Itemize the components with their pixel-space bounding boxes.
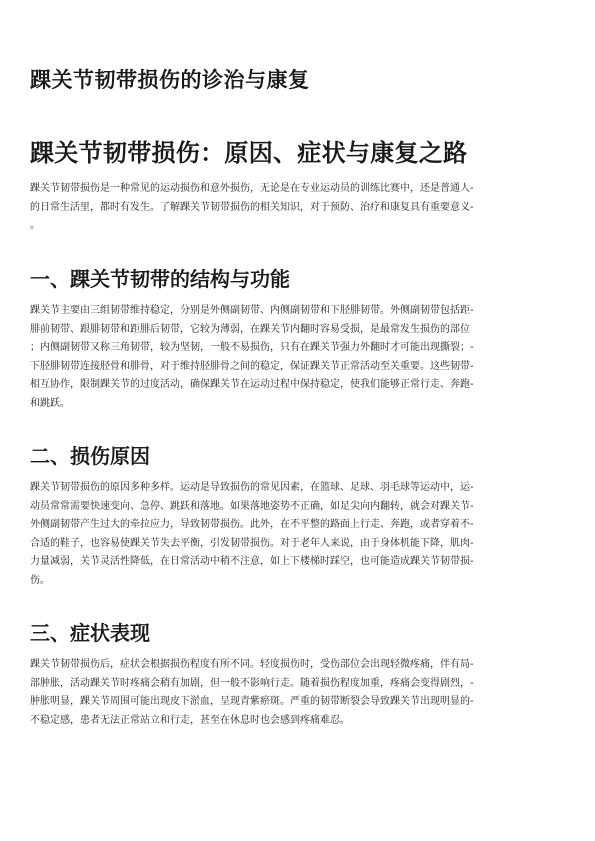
paragraph-line: 部肿胀，活动踝关节时疼痛会稍有加剧，但一般不影响行走。随着损伤程度加重，疼痛会变得剧烈，- (30, 677, 474, 689)
paragraph-line: ；内侧副韧带又称三角韧带，较为坚韧，一般不易损伤，只有在踝关节强力外翻时才可能出现撕裂；- (30, 342, 474, 353)
paragraph-line: 外侧副韧带产生过大的牵拉应力，导致韧带损伤。此外，在不平整的路面上行走、奔跑，或者穿着不- (30, 519, 474, 530)
section-paragraph-structure (30, 302, 565, 413)
paragraph-line: 相互协作，限制踝关节的过度活动，确保踝关节在运动过程中保持稳定，使我们能够正常行走、奔跑- (30, 379, 474, 390)
paragraph-line: 和跳跃。 (30, 397, 70, 409)
paragraph-line: 动员常常需要快速变向、急停、跳跃和落地。如果落地姿势不正确，如足尖向内翻转，就会对踝关节- (30, 500, 474, 512)
document-title: 踝关节韧带损伤的诊治与康复 (30, 68, 310, 92)
paragraph-line: 不稳定感，患者无法正常站立和行走，甚至在休息时也会感到疼痛难忍。 (30, 714, 350, 726)
intro-paragraph (30, 180, 565, 236)
section-heading-symptoms: 三、症状表现 (30, 621, 150, 645)
section-heading-causes: 二、损伤原因 (30, 444, 150, 468)
paragraph-line: 伤。 (30, 574, 50, 586)
paragraph-line: 踝关节韧带损伤后，症状会根据损伤程度有所不同。轻度损伤时，受伤部位会出现轻微疼痛，伴有局- (30, 659, 474, 670)
paragraph-line: 的日常生活里，都时有发生。了解踝关节韧带损伤的相关知识，对于预防、治疗和康复具有重要意义- (30, 201, 474, 213)
article-title: 踝关节韧带损伤：原因、症状与康复之路 (30, 139, 468, 167)
paragraph-line: 踝关节韧带损伤是一种常见的运动损伤和意外损伤，无论是在专业运动员的训练比赛中，还是普通人- (30, 183, 474, 194)
paragraph-line: 踝关节主要由三组韧带维持稳定，分别是外侧副韧带、内侧副韧带和下胫腓韧带。外侧副韧带包括距- (30, 305, 474, 316)
paragraph-line: 肿胀明显，踝关节周围可能出现皮下淤血，呈现青紫瘀斑。严重的韧带断裂会导致踝关节出现明显的- (30, 696, 474, 707)
section-heading-structure: 一、踝关节韧带的结构与功能 (30, 267, 290, 291)
paragraph-line: 下胫腓韧带连接胫骨和腓骨，对于维持胫腓骨之间的稳定，保证踝关节正常活动至关重要。这些韧带- (30, 360, 474, 372)
paragraph-line: 力量减弱，关节灵活性降低，在日常活动中稍不注意，如上下楼梯时踩空，也可能造成踝关节韧带损- (30, 556, 474, 567)
paragraph-line: 腓前韧带、跟腓韧带和距腓后韧带，它较为薄弱，在踝关节内翻时容易受损，是最常发生损伤的部位 (30, 323, 470, 335)
paragraph-line: 合适的鞋子，也容易使踝关节失去平衡，引发韧带损伤。对于老年人来说，由于身体机能下降，肌肉- (30, 537, 474, 549)
paragraph-line: 踝关节韧带损伤的原因多种多样。运动是导致损伤的常见因素，在篮球、足球、羽毛球等运动中，运- (30, 482, 474, 493)
section-paragraph-causes (30, 479, 565, 590)
section-paragraph-symptoms (30, 656, 565, 730)
paragraph-line: 。 (30, 220, 40, 231)
